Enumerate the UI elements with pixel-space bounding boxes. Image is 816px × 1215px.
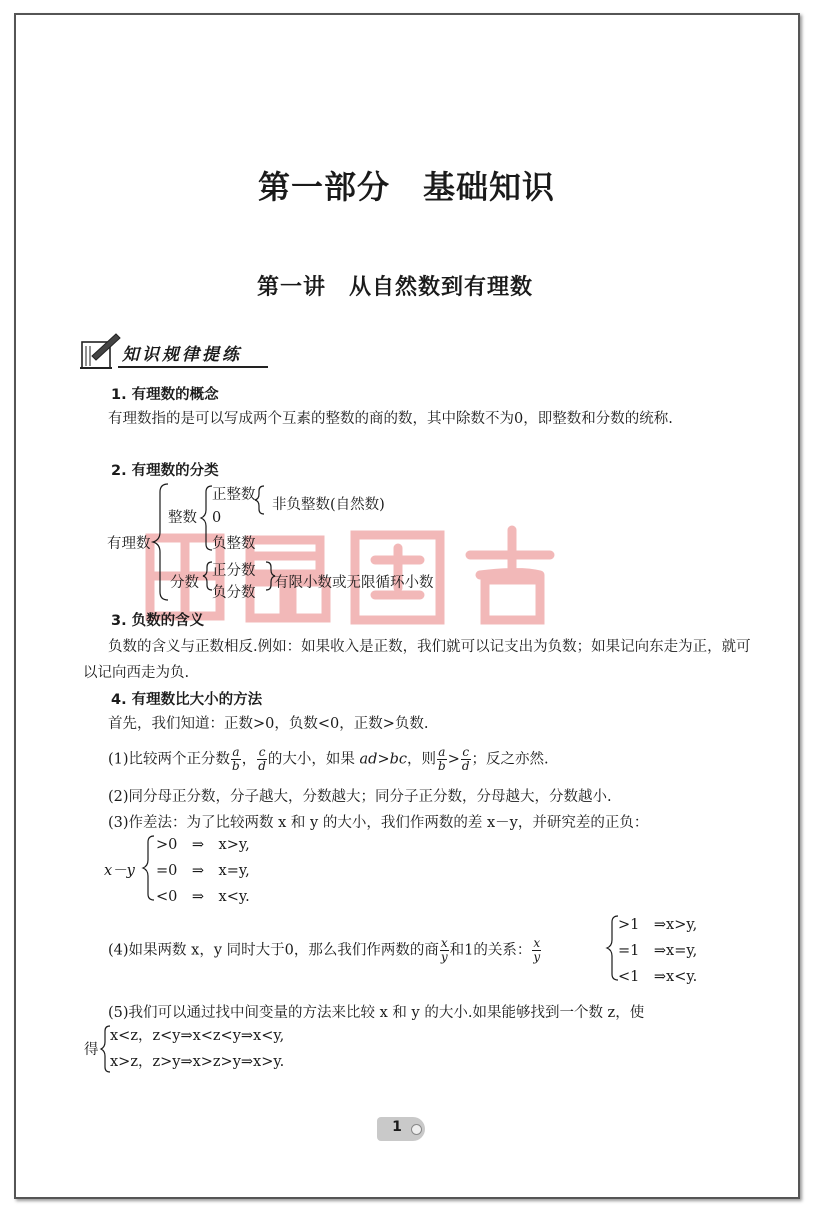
positive-integer-label: 正整数 [212, 487, 256, 503]
section-4-first: 首先，我们知道：正数>0，负数<0，正数>负数. [108, 716, 429, 732]
fraction-c-d-2: $\frac{c}{d}$ [461, 745, 470, 773]
negative-integer-label: 负整数 [212, 536, 256, 552]
method-1-condition: ad>bc [359, 751, 408, 768]
positive-fraction-label: 正分数 [212, 563, 256, 579]
page-number: 1 [392, 1119, 402, 1135]
root-label: 有理数 [107, 536, 151, 552]
classification-tree [100, 480, 520, 610]
difference-cases [104, 832, 324, 910]
method-2: (2)同分母正分数，分子越大，分数越大；同分子正分数，分母越大，分数越小. [108, 789, 612, 805]
section-2-heading: 2. 有理数的分类 [111, 463, 219, 479]
section-1-text: 有理数指的是可以写成两个互素的整数的商的数，其中除数不为0，即整数和分数的统称. [108, 411, 673, 427]
method-5-tail: 得 [84, 1042, 99, 1058]
method-4-intro: (4)如果两数 x，y 同时大于0，那么我们作两数的商 [108, 942, 439, 959]
intermediate-cases [84, 1023, 384, 1077]
circle-icon [411, 1124, 422, 1135]
section-4-heading: 4. 有理数比大小的方法 [111, 692, 263, 708]
banner-underline [118, 366, 268, 368]
method-4: (4)如果两数 x，y 同时大于0，那么我们作两数的商 $\frac{x}{y}$ 和1的关系： $\frac{x}{y}$ [108, 936, 541, 964]
difference-case-2: =0 ⇒ x=y, [156, 863, 250, 879]
fraction-c-d: $\frac{c}{d}$ [258, 745, 266, 773]
section-1-heading: 1. 有理数的概念 [111, 387, 219, 403]
lecture-title: 第一讲 从自然数到有理数 [257, 274, 534, 300]
section-banner [78, 330, 268, 376]
method-5: (5)我们可以通过找中间变量的方法来比较 x 和 y 的大小.如果能够找到一个数 z，使 [108, 1005, 645, 1021]
method-1-intro: (1)比较两个正分数 [108, 751, 231, 768]
negative-fraction-label: 负分数 [212, 585, 256, 601]
quotient-case-1: >1 ⇒x>y, [618, 917, 698, 933]
intermediate-case-1: x<z，z<y⇒x<z<y⇒x<y, [110, 1028, 285, 1044]
quotient-case-2: =1 ⇒x=y, [618, 943, 698, 959]
difference-case-1: >0 ⇒ x>y, [156, 837, 250, 853]
nonneg-note: 非负整数(自然数) [272, 497, 385, 513]
section-banner-label: 知识规律提练 [122, 345, 242, 365]
method-3: (3)作差法：为了比较两数 x 和 y 的大小，我们作两数的差 x－y，并研究差的正负： [108, 815, 649, 831]
difference-case-3: <0 ⇒ x<y. [156, 889, 250, 905]
quotient-cases [604, 912, 744, 992]
quotient-case-3: <1 ⇒x<y. [618, 969, 698, 985]
notebook-pencil-icon [78, 330, 122, 372]
fraction-x-y: $\frac{x}{y}$ [440, 936, 448, 964]
zero-label: 0 [212, 510, 222, 526]
fraction-a-b-2: $\frac{a}{b}$ [438, 745, 446, 773]
intermediate-case-2: x>z，z>y⇒x>z>y⇒x>y. [110, 1054, 285, 1070]
part-title: 第一部分 基础知识 [258, 168, 556, 206]
fraction-note: 有限小数或无限循环小数 [274, 575, 434, 591]
fraction-a-b: $\frac{a}{b}$ [232, 745, 240, 773]
fraction-label: 分数 [170, 575, 199, 591]
fraction-x-y-2: $\frac{x}{y}$ [533, 936, 541, 964]
integer-label: 整数 [168, 510, 197, 526]
difference-lhs: x－y [104, 863, 135, 879]
section-3-text: 负数的含义与正数相反.例如：如果收入是正数，我们就可以记支出为负数；如果记向东走为正，就可以记向西走为负. [83, 639, 751, 681]
page-number-badge [377, 1117, 425, 1141]
section-3-heading: 3. 负数的含义 [111, 613, 205, 629]
method-1: (1)比较两个正分数 $\frac{a}{b}$ ， $\frac{c}{d}$ 的大小，如果 ad>bc，则 $\frac{a}{b}$ > $\frac{c}{d}$ ；反之亦然. [108, 745, 549, 773]
